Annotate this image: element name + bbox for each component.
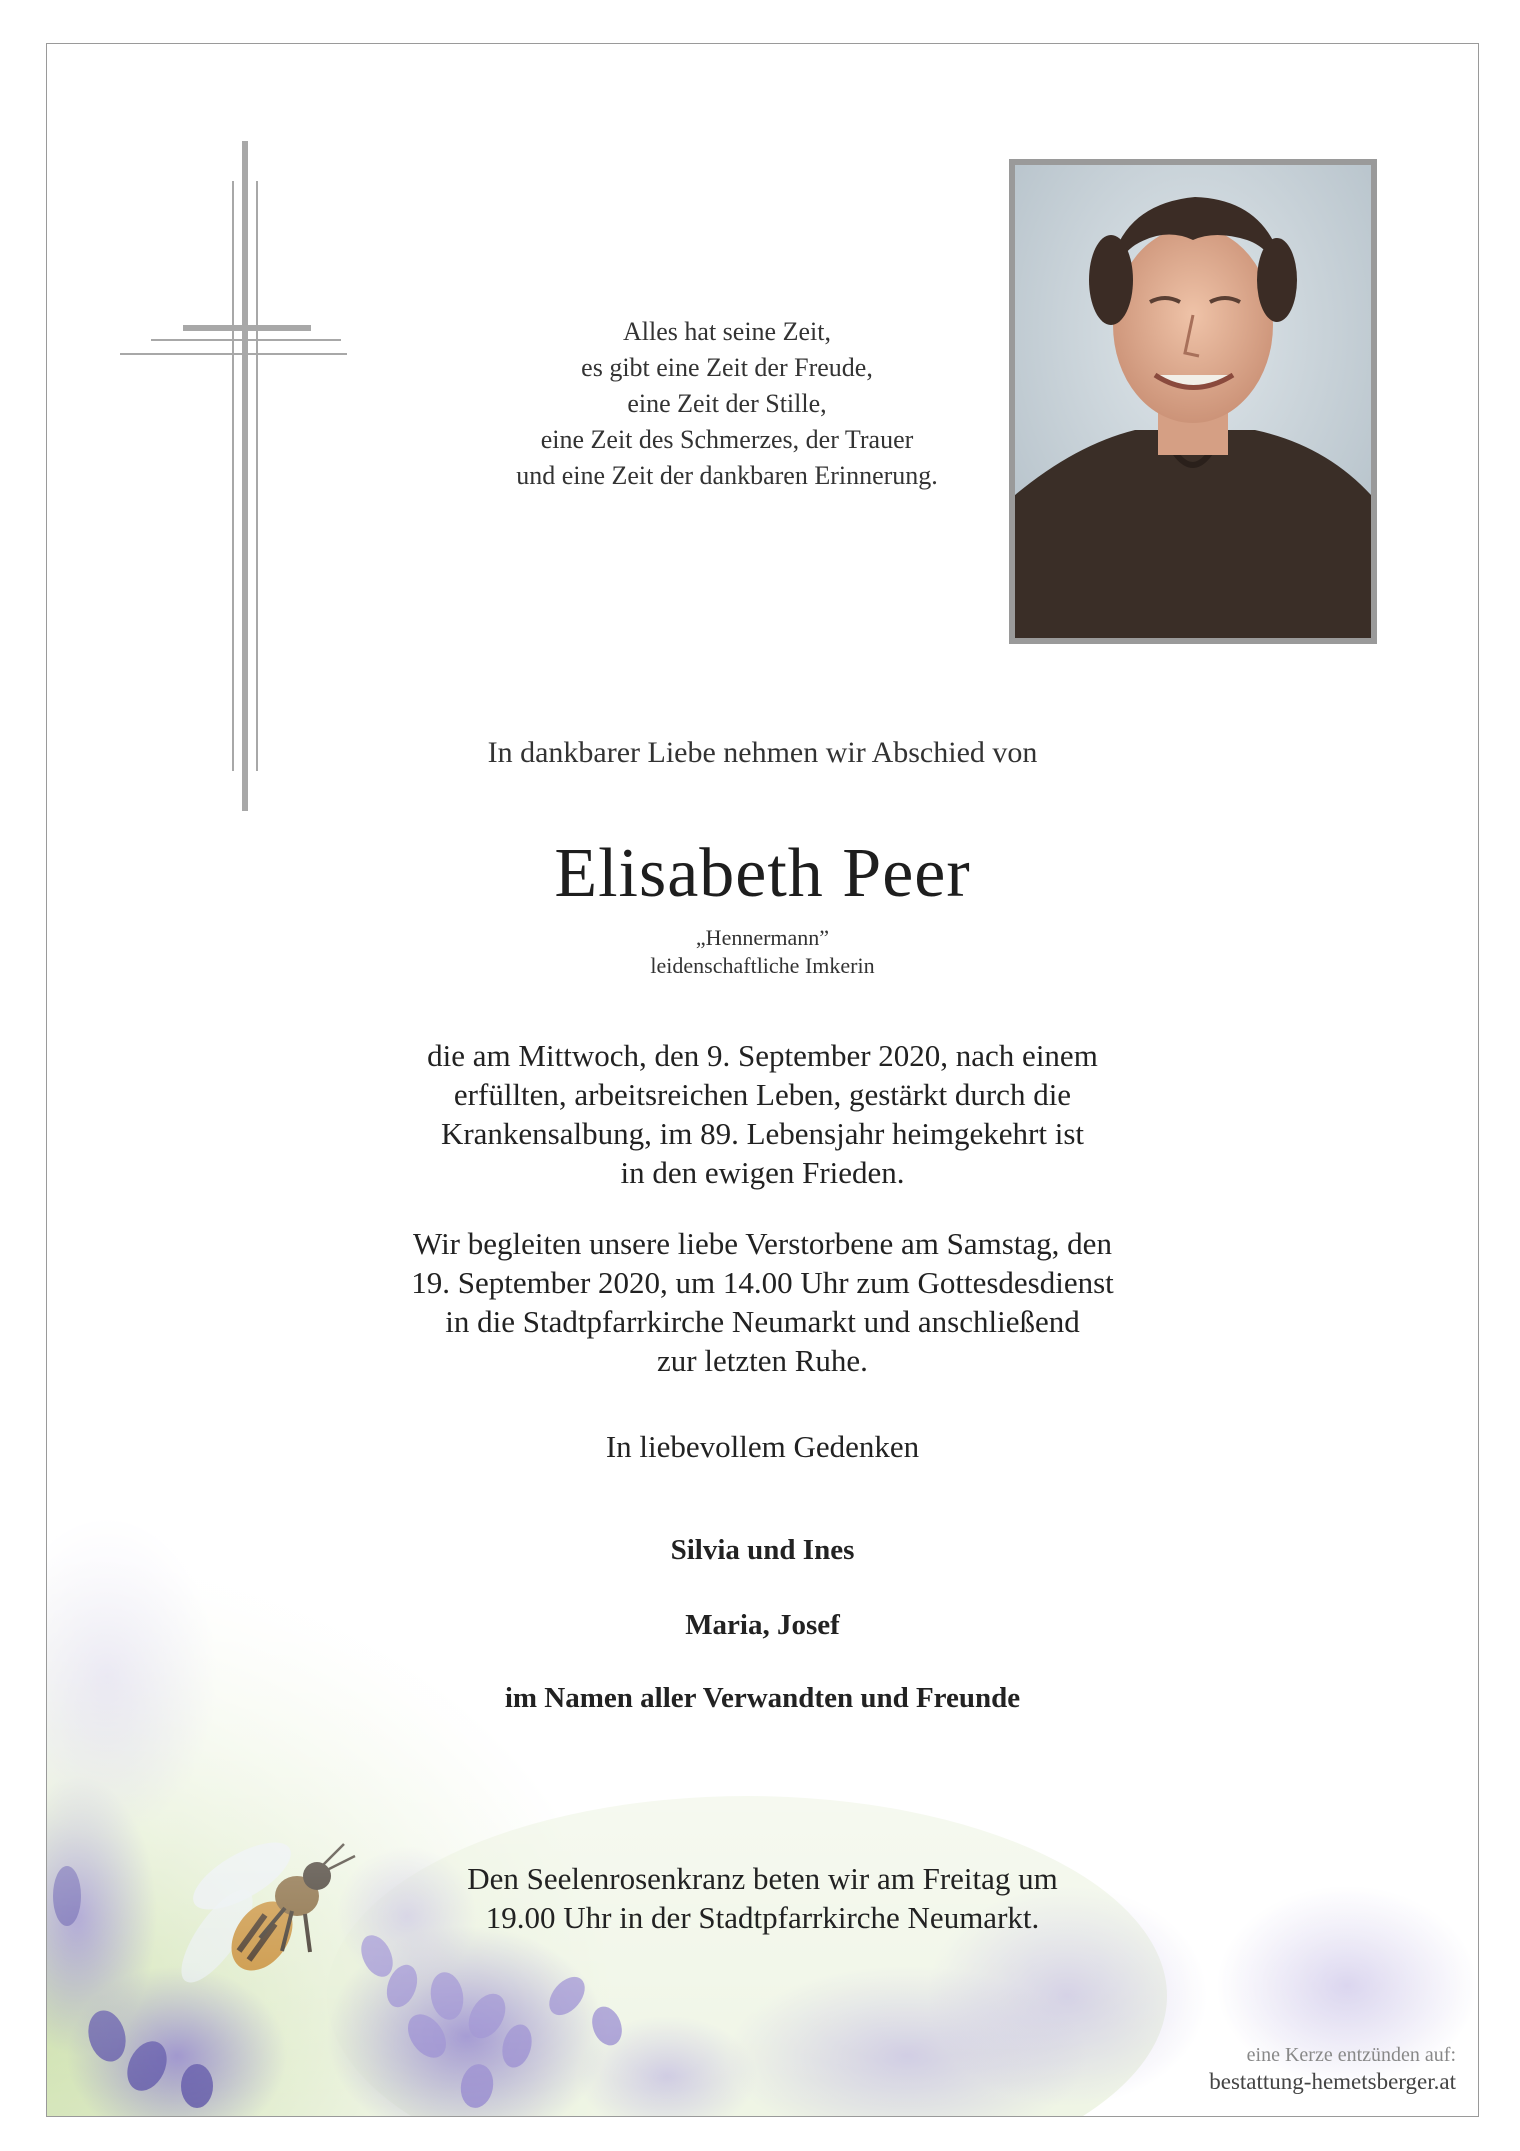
rosary-notice-line: Den Seelenrosenkranz beten wir am Freitag um bbox=[467, 1861, 1058, 1896]
notice-frame bbox=[46, 43, 1479, 2117]
mourners-line-3: im Namen aller Verwandten und Freunde bbox=[504, 1682, 1021, 1714]
poem-line: Alles hat seine Zeit, bbox=[623, 317, 831, 346]
death-notice-line: die am Mittwoch, den 9. September 2020, nach einem bbox=[427, 1038, 1098, 1073]
poem bbox=[427, 314, 1027, 494]
rosary-notice-line: 19.00 Uhr in der Stadtpfarrkirche Neumarkt. bbox=[485, 1900, 1040, 1935]
website-link[interactable]: bestattung-hemetsberger.at bbox=[1209, 2069, 1456, 2094]
funeral-notice-line: in die Stadtpfarrkirche Neumarkt und anschließend bbox=[445, 1304, 1080, 1339]
poem-line: eine Zeit des Schmerzes, der Trauer bbox=[540, 425, 914, 454]
mourners-line-2: Maria, Josef bbox=[685, 1609, 840, 1641]
portrait-image bbox=[1015, 165, 1371, 638]
death-notice bbox=[47, 1036, 1478, 1192]
rosary-notice bbox=[47, 1859, 1478, 1937]
deceased-name: Elisabeth Peer bbox=[554, 835, 971, 912]
funeral-notice-line: 19. September 2020, um 14.00 Uhr zum Gottesdesdienst bbox=[411, 1265, 1114, 1300]
footer bbox=[1209, 2044, 1456, 2095]
funeral-notice bbox=[47, 1224, 1478, 1380]
deceased-info bbox=[47, 924, 1478, 980]
death-notice-line: Krankensalbung, im 89. Lebensjahr heimgekehrt ist bbox=[440, 1116, 1085, 1151]
poem-line: eine Zeit der Stille, bbox=[627, 389, 827, 418]
portrait-photo bbox=[1009, 159, 1377, 644]
mourners-line-1: Silvia und Ines bbox=[670, 1534, 855, 1566]
memory-line: In liebevollem Gedenken bbox=[605, 1429, 920, 1464]
death-notice-line: in den ewigen Frieden. bbox=[620, 1155, 905, 1190]
intro-text: In dankbarer Liebe nehmen wir Abschied von bbox=[487, 736, 1038, 769]
funeral-notice-line: zur letzten Ruhe. bbox=[657, 1343, 868, 1378]
deceased-description: leidenschaftliche Imkerin bbox=[650, 953, 875, 978]
poem-line: und eine Zeit der dankbaren Erinnerung. bbox=[516, 461, 938, 490]
deceased-nickname: „Hennermann” bbox=[695, 925, 830, 950]
cross-icon bbox=[47, 44, 347, 824]
funeral-notice-line: Wir begleiten unsere liebe Verstorbene am Samstag, den bbox=[413, 1226, 1112, 1261]
death-notice-line: erfüllten, arbeitsreichen Leben, gestärkt durch die bbox=[453, 1077, 1072, 1112]
poem-line: es gibt eine Zeit der Freude, bbox=[581, 353, 873, 382]
candle-text: eine Kerze entzünden auf: bbox=[1246, 2044, 1456, 2066]
